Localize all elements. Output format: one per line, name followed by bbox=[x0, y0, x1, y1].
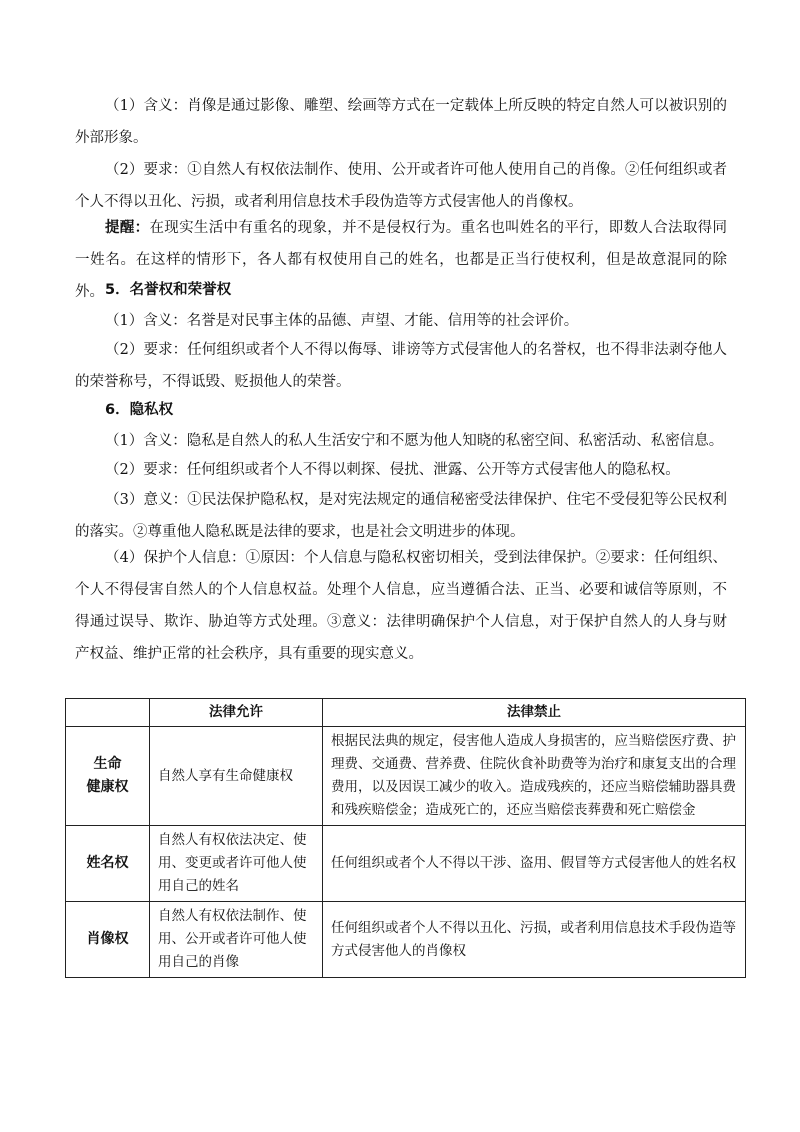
privacy-personal-info: （4）保护个人信息：①原因：个人信息与隐私权密切相关，受到法律保护。②要求：任何组织、个人不得侵害自然人的个人信息权益。处理个人信息，应当遵循合法、正当、必要和诚信等原则，不得通过误导、欺诈、胁迫等方式处理。③意义：法律明确保护个人信息，对于保护自然人的人身与财产权益、维护正常的社会秩序，具有重要的现实意义。 bbox=[75, 550, 727, 662]
row-right-portrait: 肖像权 bbox=[66, 902, 150, 978]
tip-label: 提醒： bbox=[105, 220, 150, 236]
privacy-meaning: （1）含义：隐私是自然人的私人生活安宁和不愿为他人知晓的私密空间、私密活动、私密信息。 bbox=[105, 433, 724, 449]
privacy-heading: 6．隐私权 bbox=[105, 402, 174, 418]
table-header-prohibited: 法律禁止 bbox=[323, 699, 746, 727]
table-header-row bbox=[66, 699, 746, 727]
row-prohibited: 任何组织或者个人不得以丑化、污损，或者利用信息技术手段伪造等方式侵害他人的肖像权 bbox=[323, 902, 746, 978]
table-row bbox=[66, 727, 746, 826]
reputation-heading: 5．名誉权和荣誉权 bbox=[105, 282, 232, 298]
row-allowed: 自然人有权依法决定、使用、变更或者许可他人使用自己的姓名 bbox=[150, 826, 323, 902]
row-right-life-health: 生命 健康权 bbox=[66, 727, 150, 826]
privacy-significance: （3）意义：①民法保护隐私权，是对宪法规定的通信秘密受法律保护、住宅不受侵犯等公民权利的落实。②尊重他人隐私既是法律的要求，也是社会文明进步的体现。 bbox=[75, 492, 727, 540]
row-prohibited: 任何组织或者个人不得以干涉、盗用、假冒等方式侵害他人的姓名权 bbox=[323, 826, 746, 902]
portrait-requirement: （2）要求：①自然人有权依法制作、使用、公开或者许可他人使用自己的肖像。②任何组织或者个人不得以丑化、污损，或者利用信息技术手段伪造等方式侵害他人的肖像权。 bbox=[75, 162, 727, 210]
portrait-meaning: （1）含义：肖像是通过影像、雕塑、绘画等方式在一定载体上所反映的特定自然人可以被识别的外部形象。 bbox=[75, 98, 727, 146]
row-right-name: 姓名权 bbox=[66, 826, 150, 902]
table-header-corner bbox=[66, 699, 150, 727]
tip-text: 在现实生活中有重名的现象，并不是侵权行为。重名也叫姓名的平行，即数人合法取得同一姓名。在这样的情形下，各人都有权使用自己的姓名，也都是正当行使权利，但是故意混同的除外。 bbox=[75, 220, 727, 300]
rights-comparison-table bbox=[65, 698, 746, 978]
row-prohibited: 根据民法典的规定，侵害他人造成人身损害的，应当赔偿医疗费、护理费、交通费、营养费、住院伙食补助费等为治疗和康复支出的合理费用，以及因误工减少的收入。造成残疾的，还应当赔偿辅助器具费和残疾赔偿金；造成死亡的，还应当赔偿丧葬费和死亡赔偿金 bbox=[323, 727, 746, 826]
table-row bbox=[66, 826, 746, 902]
privacy-requirement: （2）要求：任何组织或者个人不得以刺探、侵扰、泄露、公开等方式侵害他人的隐私权。 bbox=[105, 462, 680, 478]
table-header-allowed: 法律允许 bbox=[150, 699, 323, 727]
row-allowed: 自然人享有生命健康权 bbox=[150, 727, 323, 826]
table-row bbox=[66, 902, 746, 978]
row-allowed: 自然人有权依法制作、使用、公开或者许可他人使用自己的肖像 bbox=[150, 902, 323, 978]
reputation-meaning: （1）含义：名誉是对民事主体的品德、声望、才能、信用等的社会评价。 bbox=[105, 313, 579, 329]
reputation-requirement: （2）要求：任何组织或者个人不得以侮辱、诽谤等方式侵害他人的名誉权，也不得非法剥夺他人的荣誉称号，不得诋毁、贬损他人的荣誉。 bbox=[75, 342, 727, 390]
